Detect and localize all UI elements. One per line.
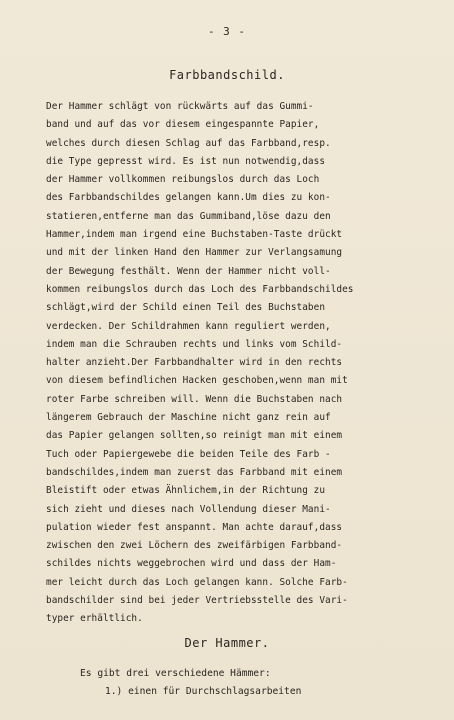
text-line: Der Hammer schlägt von rückwärts auf das Gummi- bbox=[46, 101, 314, 112]
text-line: Tuch oder Papiergewebe die beiden Teile des Farb - bbox=[46, 448, 331, 460]
text-line: bandschildes,indem man zuerst das Farbband mit einem bbox=[46, 466, 343, 478]
text-line: kommen reibungslos durch das Loch des Farbbandschildes bbox=[46, 283, 354, 295]
text-line: der Hammer vollkommen reibungslos durch das Loch bbox=[46, 174, 320, 186]
text-line: verdecken. Der Schildrahmen kann reguliert werden, bbox=[46, 320, 331, 332]
text-line: pulation wieder fest anspannt. Man achte darauf,dass bbox=[46, 521, 343, 533]
text-line: bandschilder sind bei jeder Vertriebsstelle des Vari- bbox=[46, 595, 348, 607]
text-line: schildes nichts weggebrochen wird und dass der Ham- bbox=[46, 558, 337, 570]
section-heading-hammer: Der Hammer. bbox=[184, 636, 270, 650]
text-line: zwischen den zwei Löchern des zweifärbigen Farbband- bbox=[46, 540, 343, 552]
text-line: typer erhältlich. bbox=[46, 613, 143, 625]
text-line: halter anzieht.Der Farbbandhalter wird in den rechts bbox=[46, 357, 343, 369]
text-line: der Bewegung festhält. Wenn der Hammer nicht voll- bbox=[46, 265, 331, 277]
text-line: und mit der linken Hand den Hammer zur Verlangsamung bbox=[46, 247, 343, 259]
text-line: das Papier gelangen sollten,so reinigt man mit einem bbox=[46, 430, 343, 442]
text-line: welches durch diesen Schlag auf das Farbband,resp. bbox=[46, 137, 331, 149]
text-line: längerem Gebrauch der Maschine nicht ganz rein auf bbox=[46, 412, 331, 424]
text-line: von diesem befindlichen Hacken geschoben,wenn man mit bbox=[46, 375, 348, 387]
section-heading-farbbandschild: Farbbandschild. bbox=[169, 68, 285, 82]
text-line: indem man die Schrauben rechts und links vom Schild- bbox=[46, 338, 343, 350]
text-line: mer leicht durch das Loch gelangen kann. Solche Farb- bbox=[46, 576, 348, 588]
page-number: - 3 - bbox=[207, 25, 247, 38]
text-line: Hammer,indem man irgend eine Buchstaben-Taste drückt bbox=[46, 229, 343, 241]
text-line: statieren,entferne man das Gummiband,löse dazu den bbox=[46, 210, 331, 222]
text-line: Bleistift oder etwas Ähnlichem,in der Richtung zu bbox=[46, 485, 326, 497]
text-line: die Type gepresst wird. Es ist nun notwendig,dass bbox=[46, 155, 326, 167]
text-line: roter Farbe schreiben will. Wenn die Buchstaben nach bbox=[46, 393, 343, 405]
body-paragraph bbox=[46, 98, 426, 629]
hammer-list-item-1: 1.) einen für Durchschlagsarbeiten bbox=[105, 686, 302, 697]
text-line: sich zieht und dieses nach Vollendung dieser Mani- bbox=[46, 503, 331, 515]
text-line: des Farbbandschildes gelangen kann.Um dies zu kon- bbox=[46, 192, 331, 204]
text-line: band und auf das vor diesem eingespannte Papier, bbox=[46, 119, 320, 131]
hammer-intro-line: Es gibt drei verschiedene Hämmer: bbox=[80, 668, 271, 679]
text-line: schlägt,wird der Schild einen Teil des Buchstaben bbox=[46, 302, 326, 314]
